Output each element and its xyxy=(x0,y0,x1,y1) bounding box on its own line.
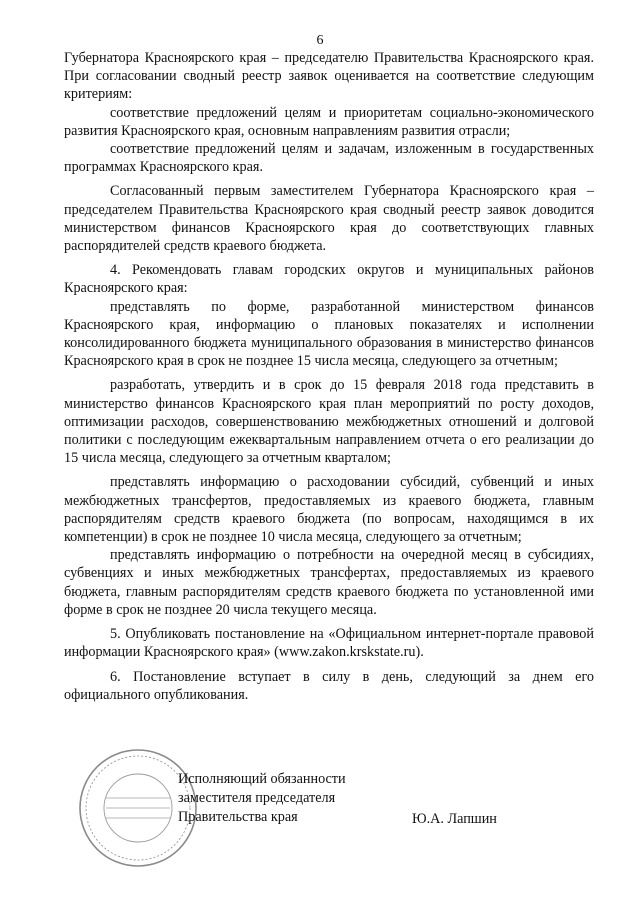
paragraph-5: представлять по форме, разработанной министерством финансов Красноярского края, информацию о плановых показателях и исполнении консолидированного бюджета муниципального образования в министерство финансов Красноярского края в срок не позднее 15 числа месяца, следующего за отчетным; xyxy=(64,298,594,370)
document-body xyxy=(64,49,594,704)
page-number: 6 xyxy=(316,33,324,48)
paragraph-6: разработать, утвердить и в срок до 15 февраля 2018 года представить в министерство финансов Красноярского края план мероприятий по росту доходов, оптимизации расходов, совершенствованию межбюджетных отношений и долговой политики с последующим ежеквартальным направлением отчета о его реализации до 15 числа месяца, следующего за отчетным кварталом; xyxy=(64,377,594,467)
signature-block xyxy=(178,770,598,827)
paragraph-2: соответствие предложений целям и задачам, изложенным в государственных программах Красноярского края. xyxy=(64,141,594,176)
paragraph-10: 6. Постановление вступает в силу в день, следующий за днем его официального опубликования. xyxy=(64,668,594,703)
signature-line-3: Правительства края xyxy=(178,809,298,825)
paragraph-0: Губернатора Красноярского края – председателю Правительства Красноярского края. При согласовании сводный реестр заявок оценивается на соответствие следующим критериям: xyxy=(64,50,594,103)
paragraph-8: представлять информацию о потребности на очередной месяц в субсидиях, субвенциях и иных межбюджетных трансфертах, предоставляемых из краевого бюджета, главным распорядителям средств краевого бюджета по установленной ими форме в срок не позднее 20 числа текущего месяца. xyxy=(64,547,594,618)
paragraph-4: 4. Рекомендовать главам городских округов и муниципальных районов Красноярского края: xyxy=(64,262,594,297)
paragraph-1: соответствие предложений целям и приоритетам социально-экономического развития Красноярского края, основным направлениям развития отрасли; xyxy=(64,104,594,139)
signer-name: Ю.А. Лапшин xyxy=(412,811,497,827)
paragraph-3: Согласованный первым заместителем Губернатора Красноярского края – председателем Правительства Красноярского края сводный реестр заявок доводится министерством финансов Красноярского края до соответствующих главных распорядителей средств краевого бюджета. xyxy=(64,183,594,255)
paragraph-9: 5. Опубликовать постановление на «Официальном интернет-портале правовой информации Красноярского края» (www.zakon.krskstate.ru). xyxy=(64,626,594,661)
signature-line-2: заместителя председателя xyxy=(178,790,336,806)
signature-line-1: Исполняющий обязанности xyxy=(178,771,346,787)
paragraph-7: представлять информацию о расходовании субсидий, субвенций и иных межбюджетных трансфертов, предоставляемых из краевого бюджета, главным распорядителям средств краевого бюджета (по вопросам, находящимся в их компетенции) в срок не позднее 10 числа месяца, следующего за отчетным; xyxy=(64,474,594,546)
